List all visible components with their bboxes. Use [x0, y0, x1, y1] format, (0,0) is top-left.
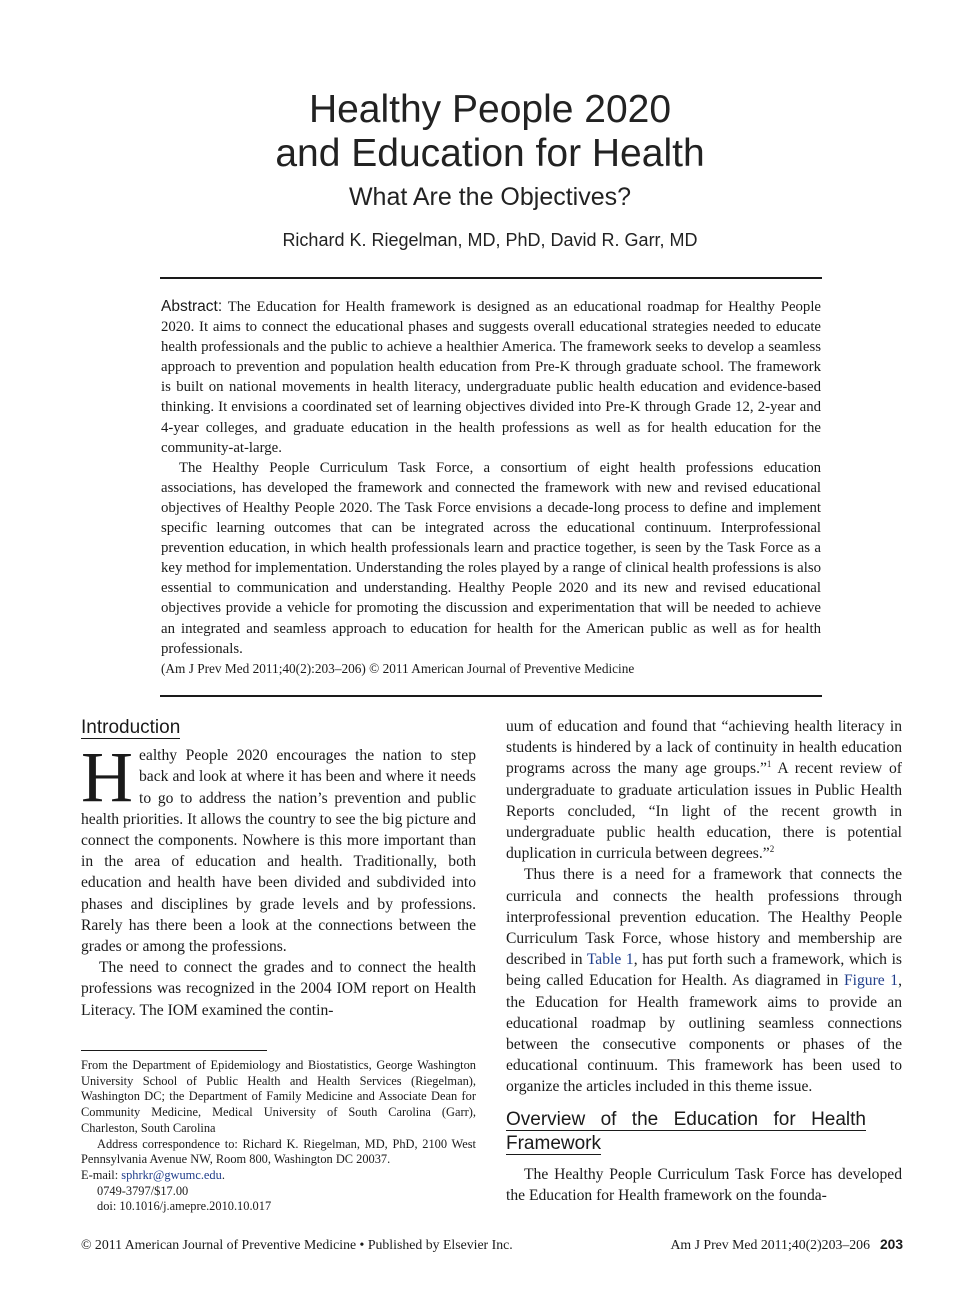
footnote-issn: 0749-3797/$17.00: [97, 1183, 189, 1198]
abstract-bottom-rule: [160, 695, 822, 697]
article-title-line2: and Education for Health: [275, 132, 705, 175]
title-block: [80, 88, 900, 214]
footer-journal-info: [670, 1236, 903, 1254]
right-column: [506, 716, 902, 1206]
footnotes: [81, 1058, 476, 1215]
footnote-address: Address correspondence to: Richard K. Riegelman, MD, PhD, 2100 West Pennsylvania Avenue NW, Room 800, Washington DC 20037.: [81, 1136, 476, 1167]
right-paragraph-3: The Healthy People Curriculum Task Force has developed the Education for Health framework on the founda-: [506, 1165, 902, 1204]
right-text-2a: Thus there is a need for a framework that connects the curricula and connects the health professions through interprofessional prevention education. The Healthy People Curriculum Task Force, whose history and membership are described in: [506, 866, 902, 969]
introduction-heading: Introduction: [81, 717, 181, 738]
right-paragraph-1: [506, 716, 902, 864]
footer-copyright: © 2011 American Journal of Preventive Medicine • Published by Elsevier Inc.: [81, 1237, 513, 1252]
footnote-affiliation: From the Department of Epidemiology and Biostatistics, George Washington University School of Public Health and Health Services (Riegelman), Washington DC; the Department of Family Medicine and Associate Dean for Community Medicine, Medical University of South Carolina (Garr), Charleston, South Carolina: [81, 1058, 476, 1135]
introduction-text-1: ealthy People 2020 encourages the nation to step back and look at where it has been and where it needs to go to address the nation’s prevention and public health priorities. It allows the country to see the big picture and connect the components. Nowhere is this more important than in the area of education and health. Traditionally, both education and health have been divided and subdivided into phases and disciplines by grade levels and by professions. Rarely has there been a look at the connections between the grades or among the professions.: [81, 747, 476, 956]
email-label: E-mail:: [81, 1167, 122, 1182]
reference-1[interactable]: 1: [766, 759, 772, 770]
footnote-email-line: [81, 1168, 476, 1184]
abstract-top-rule: [160, 277, 822, 279]
article-title-line1: Healthy People 2020: [308, 88, 672, 131]
abstract: [161, 297, 821, 679]
left-column: [81, 716, 476, 1021]
article-subtitle: What Are the Objectives?: [348, 183, 632, 211]
overview-heading: Overview of the Education for Health Framework: [506, 1108, 866, 1154]
reference-2[interactable]: 2: [769, 844, 775, 855]
right-text-1a: uum of education and found that “achieving health literacy in students is hindered by a lack of continuity in health education programs across the many age groups.”: [506, 718, 902, 778]
table-1-link[interactable]: Table 1: [586, 951, 634, 969]
abstract-paragraph-2: The Healthy People Curriculum Task Force, a consortium of eight health professions education associations, has developed the framework and connected the framework with new and revised educational objectives of Healthy People 2020. The Task Force envisions a decade-long process to define and implement specific learning outcomes that can be integrated across the educational continuum. Interprofessional prevention education, in which health professionals learn and practice together, is seen by the Task Force as a key method for implementation. Understanding the roles played by a range of clinical health professions is also essential to communication and understanding. Healthy People 2020 and its new and revised educational objectives provide a vehicle for promoting the discussion and experimentation that will be needed to achieve an integrated and seamless approach to education for health for the American public as well as for health professionals.: [161, 459, 821, 657]
figure-1-link[interactable]: Figure 1: [843, 972, 899, 990]
author-list: Richard K. Riegelman, MD, PhD, David R. Garr, MD: [282, 230, 698, 250]
abstract-paragraph-1: [161, 297, 821, 458]
page-number: 203: [879, 1237, 903, 1252]
introduction-paragraph-2: The need to connect the grades and to connect the health professions was recognized in the 2004 IOM report on Health Literacy. The IOM examined the contin-: [81, 959, 476, 1019]
abstract-citation: (Am J Prev Med 2011;40(2):203–206) © 2011 American Journal of Preventive Medicine: [161, 660, 635, 676]
footnote-doi: doi: 10.1016/j.amepre.2010.10.017: [97, 1199, 272, 1214]
abstract-text-1: The Education for Health framework is designed as an educational roadmap for Healthy People 2020. It aims to connect the educational phases and suggests overall educational strategies needed to educate health professionals and the public to achieve a healthier America. The framework seeks to develop a seamless approach to prevention and population health education from Pre-K through graduate school. The framework is built on national movements in health literacy, undergraduate public health education and evidence-based thinking. It envisions a coordinated set of learning objectives divided into Pre-K through Grade 12, 2-year and 4-year colleges, and graduate education in the health professions as well as for health education for the community-at-large.: [161, 299, 821, 456]
email-link[interactable]: sphrkr@gwumc.edu: [121, 1167, 222, 1182]
right-text-1b: A recent review of undergraduate to graduate articulation issues in Public Health Reports concluded, “In light of the recent growth in undergraduate public health education, there is potential duplication in curricula between degrees.”: [506, 760, 902, 863]
right-paragraph-2: [506, 864, 902, 1097]
email-end: .: [221, 1167, 225, 1182]
footnote-rule: [81, 1050, 267, 1051]
introduction-paragraph-1: [81, 737, 476, 957]
abstract-heading: Abstract:: [161, 298, 223, 315]
right-text-2b: , has put forth such a framework, which is being called Education for Health. As diagramed in: [506, 951, 902, 990]
right-text-2c: , the Education for Health framework aims to provide an educational roadmap by outlining seamless connections between the consecutive components or phases of the educational continuum. This framework has been used to organize the articles included in this theme issue.: [506, 972, 902, 1096]
footer-citation: Am J Prev Med 2011;40(2)203–206: [670, 1237, 870, 1252]
drop-cap: H: [81, 737, 133, 818]
